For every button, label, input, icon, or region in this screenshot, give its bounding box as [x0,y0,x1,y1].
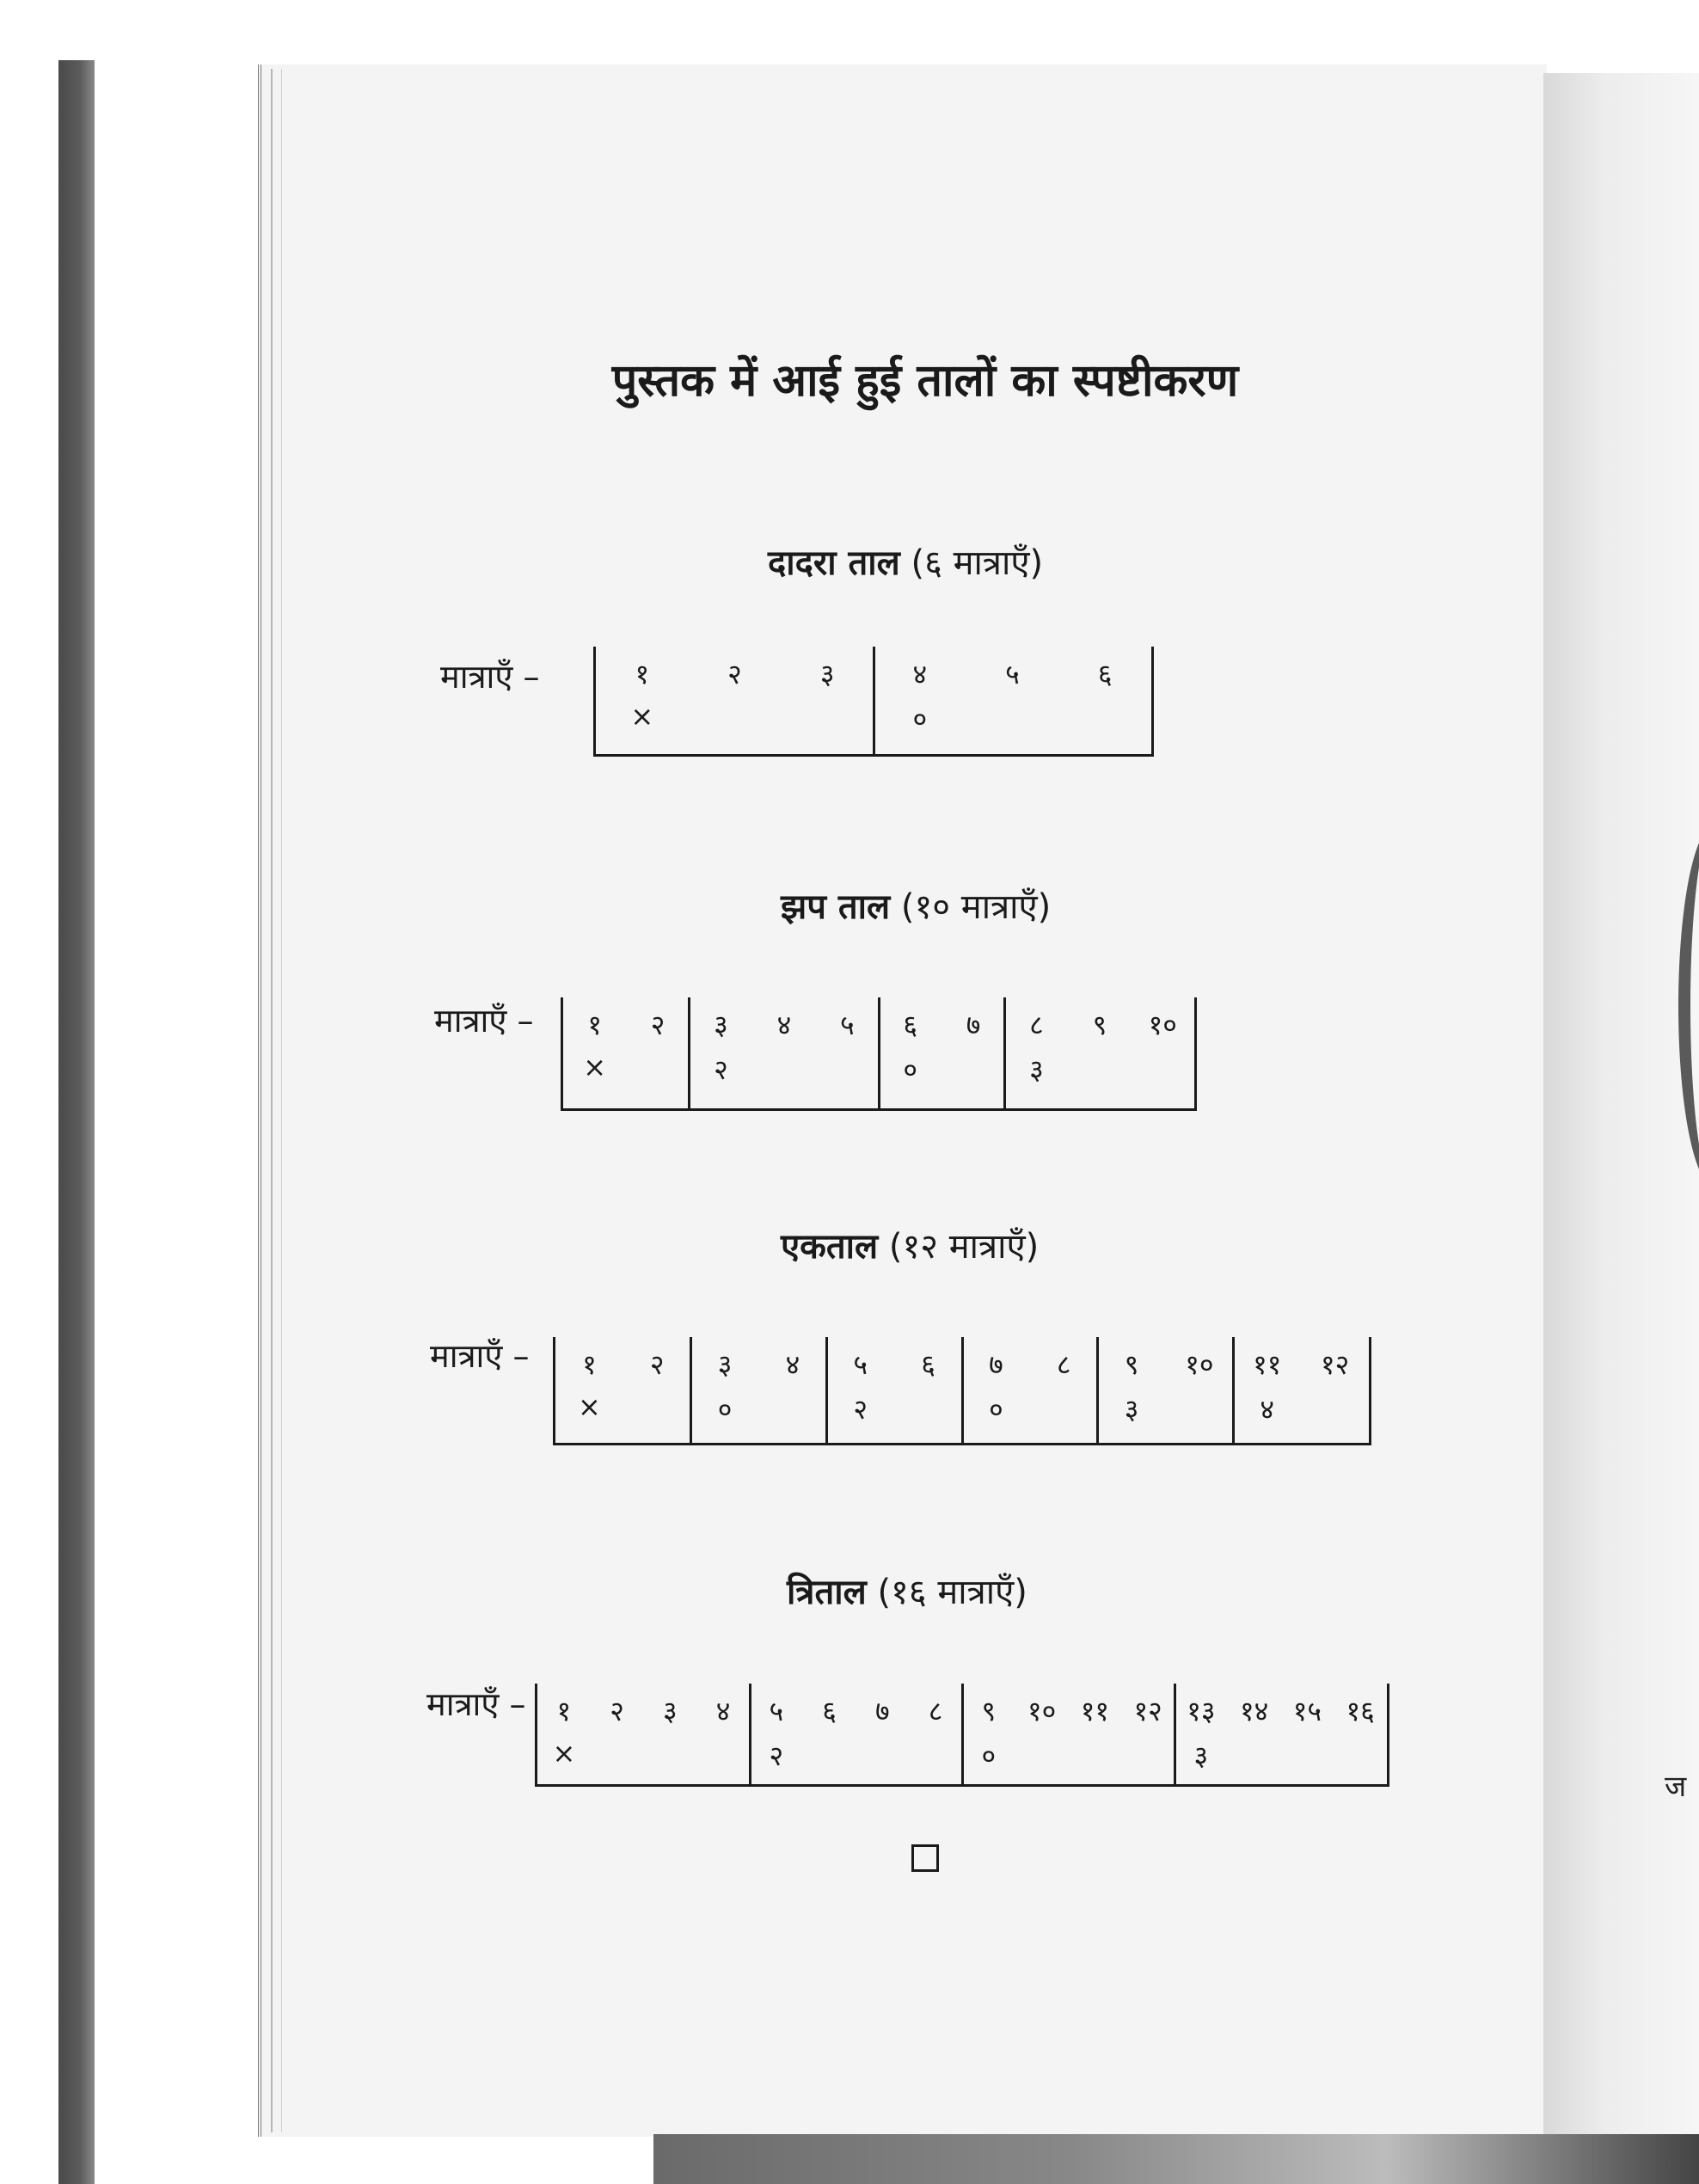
vibhag-divider [690,1337,692,1443]
vibhag-mark: २ [853,1393,868,1426]
vibhag-divider [1096,1337,1099,1443]
matra-number: ६ [822,1695,837,1727]
matra-number: ४ [912,658,928,690]
vibhag-mark: २ [714,1053,728,1086]
row-label-jhaptal: मात्राएँ – [434,1002,534,1040]
vibhag-mark: ४ [1260,1393,1275,1426]
matra-number: १ [582,1348,597,1381]
matra-number: १० [1185,1348,1214,1381]
matra-number: ४ [785,1348,800,1381]
matra-number: ६ [921,1348,935,1381]
row-label-teental: मात्राएँ – [426,1685,526,1723]
vibhag-mark: × [552,1737,576,1770]
vibhag-mark: × [630,700,654,733]
matra-number: २ [727,658,742,690]
matra-number: २ [610,1695,624,1727]
vibhag-divider [873,647,875,754]
vibhag-divider [1174,1684,1176,1784]
tala-grid-jhaptal [561,997,1197,1111]
matra-number: १४ [1239,1695,1269,1727]
bottom-photo-strip [653,2134,1699,2184]
matra-number: ६ [1097,658,1113,690]
matra-number: ७ [966,1009,981,1041]
vibhag-mark: ३ [1029,1053,1044,1086]
matra-number: २ [649,1348,665,1381]
matra-number: १० [1148,1009,1177,1041]
matra-number: ३ [819,658,835,690]
matra-number: ३ [714,1009,728,1041]
matra-number: २ [650,1009,665,1041]
matra-number: ५ [1005,658,1020,690]
matra-number: ५ [839,1009,855,1041]
vibhag-mark: × [583,1051,607,1083]
vibhag-mark: ० [717,1393,733,1426]
vibhag-divider [961,1684,964,1784]
matra-number: ७ [875,1695,890,1727]
vibhag-mark: ० [903,1053,918,1086]
tala-count: (१६ मात्राएँ) [877,1573,1027,1612]
end-mark-square [911,1844,939,1872]
tala-count: (१२ मात्राएँ) [888,1227,1040,1267]
matra-number: ८ [1056,1348,1071,1381]
matra-number: ८ [1029,1009,1044,1041]
vibhag-divider [961,1337,964,1443]
matra-number: १ [635,658,650,690]
vibhag-mark: ० [912,702,928,735]
facing-page-text-fragment: ज [1665,1770,1687,1804]
vibhag-divider [878,997,880,1108]
tala-name: दादरा ताल [768,543,900,583]
matra-number: ९ [1124,1348,1139,1381]
matra-number: ९ [1092,1009,1107,1041]
matra-number: १० [1027,1695,1057,1727]
matra-number: ३ [717,1348,733,1381]
matra-number: १२ [1320,1348,1350,1381]
matra-number: १ [587,1009,603,1041]
vibhag-divider [1003,997,1006,1108]
tala-count: (१० मात्राएँ) [900,887,1052,927]
matra-number: ५ [853,1348,868,1381]
tala-heading-jhaptal [781,881,1051,929]
matra-number: ११ [1080,1695,1110,1727]
tala-count: (६ मात्राएँ) [911,543,1044,583]
tala-name: एकताल [781,1227,879,1267]
page-title: पुस्तक में आई हुई तालों का स्पष्टीकरण [611,355,1239,407]
vibhag-divider [688,997,690,1108]
matra-number: ३ [663,1695,678,1727]
matra-number: १३ [1187,1695,1216,1727]
vibhag-divider [825,1337,828,1443]
vibhag-divider [1232,1337,1235,1443]
tala-heading-ektaal [781,1221,1039,1268]
matra-number: १६ [1346,1695,1375,1727]
matra-number: ५ [769,1695,784,1727]
vibhag-mark: ० [989,1393,1003,1426]
tala-grid-ektaal [553,1337,1371,1445]
vibhag-mark: × [578,1390,601,1423]
matra-number: १ [556,1695,572,1727]
matra-number: ७ [989,1348,1003,1381]
tala-heading-dadra [768,537,1043,585]
vibhag-mark: ० [981,1739,997,1772]
vibhag-mark: ३ [1193,1739,1209,1772]
vibhag-divider [749,1684,751,1784]
tala-name: झप ताल [781,887,891,927]
matra-number: ८ [928,1695,943,1727]
matra-number: ९ [981,1695,997,1727]
tala-heading-teental [787,1567,1027,1614]
matra-number: १५ [1292,1695,1322,1727]
matra-number: ११ [1253,1348,1282,1381]
tala-grid-teental [535,1684,1389,1787]
matra-number: ४ [715,1695,731,1727]
row-label-dadra: मात्राएँ – [440,658,540,696]
matra-number: ४ [776,1009,792,1041]
tala-name: त्रिताल [787,1573,867,1612]
matra-number: ६ [903,1009,918,1041]
matra-number: १२ [1133,1695,1162,1727]
vibhag-mark: २ [769,1739,784,1772]
vibhag-mark: ३ [1124,1393,1139,1426]
tala-grid-dadra [593,647,1154,757]
row-label-ektaal: मात्राएँ – [430,1337,530,1375]
